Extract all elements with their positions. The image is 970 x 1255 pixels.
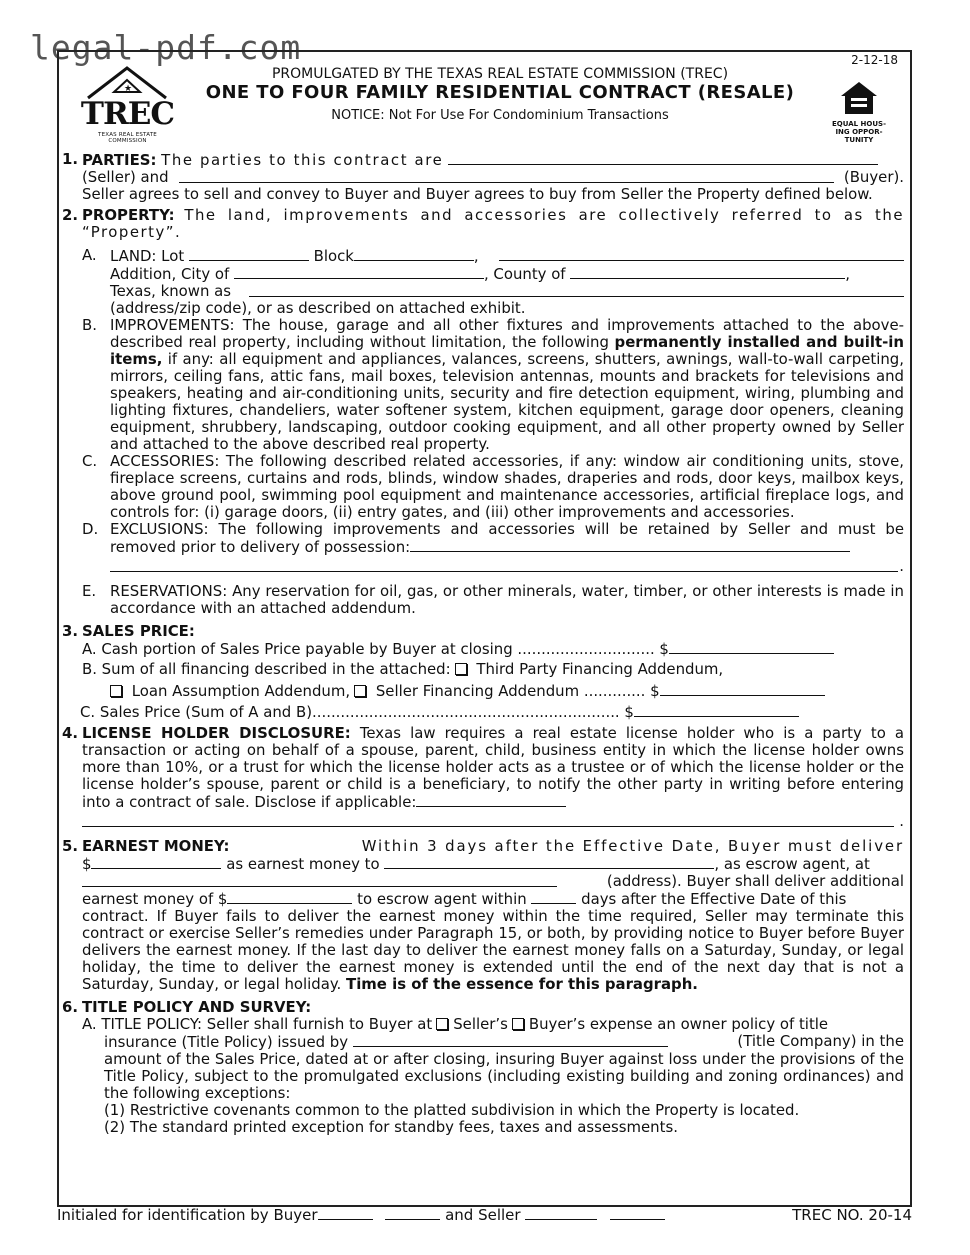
section-heading: PARTIES: [82,151,157,169]
seller-financing-checkbox[interactable] [354,685,366,697]
item-letter: E. [82,582,97,600]
financing-row-2 [106,682,904,700]
initialed-label: Initialed for identification by Buyer [57,1206,318,1224]
property-land [82,247,904,317]
equal-housing-text: EQUAL HOUS-ING OPPOR-TUNITY [832,120,886,144]
section-heading: EARNEST MONEY: [82,837,230,855]
cash-portion-field[interactable] [669,640,834,654]
accessories-text: ACCESSORIES: The following described related accessories, if any: window air conditioning units, stove, fireplace screens, curtains and rods, blinds, window shades, draperies and rods, door keys, mailbox keys, above ground pool, swimming pool equipment and maintenance accessories, artificial fireplace logs, and controls for: (i) garage doors, (ii) entry gates, and (iii) other improvements and accessories. [110,452,904,521]
improvements-bold: permanently installed and built-in items, [110,333,904,368]
exclusions-text: EXCLUSIONS: The following improvements and accessories will be retained by Seller and must be removed prior to delivery of possession: [110,520,904,556]
seller-name-field[interactable] [448,151,878,165]
seller-initial-1[interactable] [525,1206,597,1220]
cash-portion-label: A. Cash portion of Sales Price payable by Buyer at closing ............................. $ [82,640,669,658]
trec-logo [80,64,175,144]
parties-text: The parties to this contract are [161,151,444,169]
texas-label: Texas, known as [110,282,232,300]
disclosure-text: Texas law requires a real estate license holder who is a party to a transaction or acting on behalf of a spouse, parent, child, business entity in which the license holder owns more than 10%, or a trust for which the license holder acts as a trustee or of which the license holder or the license holder’s spouse, parent or child is a beneficiary, to notify the other party in writing before entering into a contract of sale. Disclose if applicable: [82,724,905,811]
earnest-amount-field[interactable] [91,855,221,869]
addition-label: Addition, City of [110,265,230,283]
buyer-name-field[interactable] [179,169,834,183]
earnest-intro: Within 3 days after the Effective Date, Buyer must deliver [361,837,904,855]
parties-agreement: Seller agrees to sell and convey to Buyer and Buyer agrees to buy from Seller the Property defined below. [82,185,873,203]
earnest-bold: Time is of the essence for this paragraph. [346,975,698,993]
equal-housing-icon [839,80,879,116]
seller-label: (Seller) and [82,168,169,186]
city-field[interactable] [234,265,484,279]
promulgated-line: PROMULGATED BY THE TEXAS REAL ESTATE COMMISSION (TREC) [271,66,729,82]
buyers-expense-label: Buyer’s expense an owner policy of title [528,1015,829,1033]
form-title: ONE TO FOUR FAMILY RESIDENTIAL CONTRACT (RESALE) [205,82,795,103]
sellers-label: Seller’s [453,1015,508,1033]
form-notice: NOTICE: Not For Use For Condominium Transactions [331,108,669,123]
section-heading: SALES PRICE: [82,622,195,640]
item-letter: A. [82,246,97,264]
section-number: 5. [62,837,79,855]
additional-earnest-field[interactable] [227,890,352,904]
contract-body [62,147,904,1136]
trec-logo-subtitle: TEXAS REAL ESTATE COMMISSION [98,132,157,144]
equal-housing-logo [828,80,890,144]
section-heading: PROPERTY: [82,206,175,224]
svg-text:★: ★ [124,84,133,94]
sales-price-field[interactable] [634,703,799,717]
financing-label: B. Sum of all financing described in the attached: [82,660,451,678]
sellers-expense-checkbox[interactable] [436,1018,448,1030]
additional-earnest-label: earnest money of $ [82,890,228,908]
property-accessories [82,453,904,521]
buyer-label: (Buyer). [843,168,904,186]
disclosure-field[interactable] [416,793,566,807]
earnest-rest: contract. If Buyer fails to deliver the earnest money within the time required, Seller may terminate this contract or exercise Seller’s remedies under Paragraph 15, or both, by providing notice to Buyer before Buyer delivers the earnest money. If the last day to deliver the earnest money falls on a Saturday, Sunday, or legal holiday, the time to deliver the earnest money is extended until the end of the next day that is not a Saturday, Sunday, or legal holiday. [82,907,904,993]
address-field[interactable] [249,283,904,297]
section-property [62,207,904,241]
property-exclusions [82,521,904,575]
form-date: 2-12-18 [851,53,898,67]
loan-assumption-checkbox[interactable] [110,685,122,697]
period: . [899,812,904,830]
section-number: 6. [62,998,79,1016]
third-party-financing-checkbox[interactable] [455,663,467,675]
trec-logo-text: TREC [80,96,175,132]
financing-row [82,661,904,678]
financing-sum-field[interactable] [660,682,825,696]
form-header [180,66,820,126]
title-company-field[interactable] [353,1033,668,1047]
block-label: Block [313,247,354,265]
exclusions-field-2[interactable] [110,558,898,572]
section-title-policy [62,999,904,1016]
property-intro: The land, improvements and accessories are collectively referred to as the “Property”. [82,206,904,241]
period: . [899,557,904,575]
section-number: 4. [62,724,79,742]
section-heading: LICENSE HOLDER DISCLOSURE: [82,724,351,742]
property-improvements [82,317,904,453]
sales-price-row [80,703,904,721]
section-license-disclosure [62,725,904,830]
address-label: (address). Buyer shall deliver additional [606,872,904,890]
section-number: 2. [62,206,79,224]
title-company-label: (Title Company) in the [737,1032,904,1050]
watermark: legal-pdf.com [30,28,302,67]
sales-price-label: C. Sales Price (Sum of A and B)................................................................. $ [80,703,634,721]
earnest-to-label: as earnest money to [226,855,380,873]
section-sales-price [62,623,904,640]
property-reservations [82,583,904,617]
and-seller-label: and Seller [445,1206,521,1224]
section-parties [62,151,904,203]
third-party-financing-label: Third Party Financing Addendum, [476,660,724,678]
seller-initial-2[interactable] [610,1206,665,1220]
lot-label: LAND: Lot [110,247,185,265]
subdivision-field[interactable] [499,247,904,261]
title-policy-row [82,1016,904,1033]
county-label: , County of [483,265,566,283]
address-note: (address/zip code), or as described on attached exhibit. [110,299,526,317]
exclusions-field[interactable] [410,538,850,552]
form-number: TREC NO. 20-14 [792,1206,912,1224]
escrow-agent-field[interactable] [384,855,714,869]
section-number: 1. [62,150,79,168]
exception-2: (2) The standard printed exception for standby fees, taxes and assessments. [104,1118,678,1136]
escrow-within-label: to escrow agent within [357,890,527,908]
issued-by-label: insurance (Title Policy) issued by [104,1033,349,1051]
seller-financing-label: Seller Financing Addendum ............. $ [375,682,660,700]
item-letter: D. [82,520,99,538]
section-earnest-money [62,838,904,993]
improvements-text-2: if any: all equipment and appliances, valances, screens, shutters, awnings, wall-to-wall carpeting, mirrors, ceiling fans, attic fans, mail boxes, television antennas, mounts and brackets for televisions and speakers, heating and air-conditioning units, security and fire detection equipment, wiring, plumbing and lighting fixtures, chandeliers, water softener system, kitchen equipment, garage door openers, cleaning equipment, shrubbery, landscaping, outdoor cooking equipment, and all other property owned by Seller and attached to the above described real property. [110,350,904,453]
days-field[interactable] [531,890,576,904]
cash-portion-row [82,640,904,658]
buyer-initial-2[interactable] [385,1206,440,1220]
title-policy-label: A. TITLE POLICY: Seller shall furnish to Buyer at [82,1015,433,1033]
improvements-text: IMPROVEMENTS: The house, garage and all other fixtures and improvements attached to the above-described real property, including without limitation, the following [110,316,904,351]
comma: , [845,265,851,283]
escrow-label: , as escrow agent, at [714,855,870,873]
exception-1: (1) Restrictive covenants common to the platted subdivision in which the Property is located. [104,1101,800,1119]
block-field[interactable] [354,247,474,261]
county-field[interactable] [570,265,845,279]
title-policy-text: amount of the Sales Price, dated at or after closing, insuring Buyer against loss under the provisions of the Title Policy, subject to the promulgated exclusions (including existing building and zoning ordinances) and the following exceptions: [104,1050,904,1102]
page-footer [57,1206,912,1224]
item-letter: C. [82,452,98,470]
lot-field[interactable] [189,247,309,261]
buyers-expense-checkbox[interactable] [512,1018,524,1030]
days-after-label: days after the Effective Date of this [581,890,847,908]
disclosure-field-2[interactable] [82,813,894,827]
section-number: 3. [62,622,79,640]
item-letter: B. [82,316,97,334]
loan-assumption-label: Loan Assumption Addendum, [131,682,351,700]
section-heading: TITLE POLICY AND SURVEY: [82,998,312,1016]
escrow-address-field[interactable] [82,873,557,887]
dollar-sign: $ [82,855,92,873]
reservations-text: RESERVATIONS: Any reservation for oil, gas, or other minerals, water, timber, or other interests is made in accordance with an attached addendum. [110,582,904,617]
buyer-initial-1[interactable] [318,1206,373,1220]
comma: , [473,247,479,265]
